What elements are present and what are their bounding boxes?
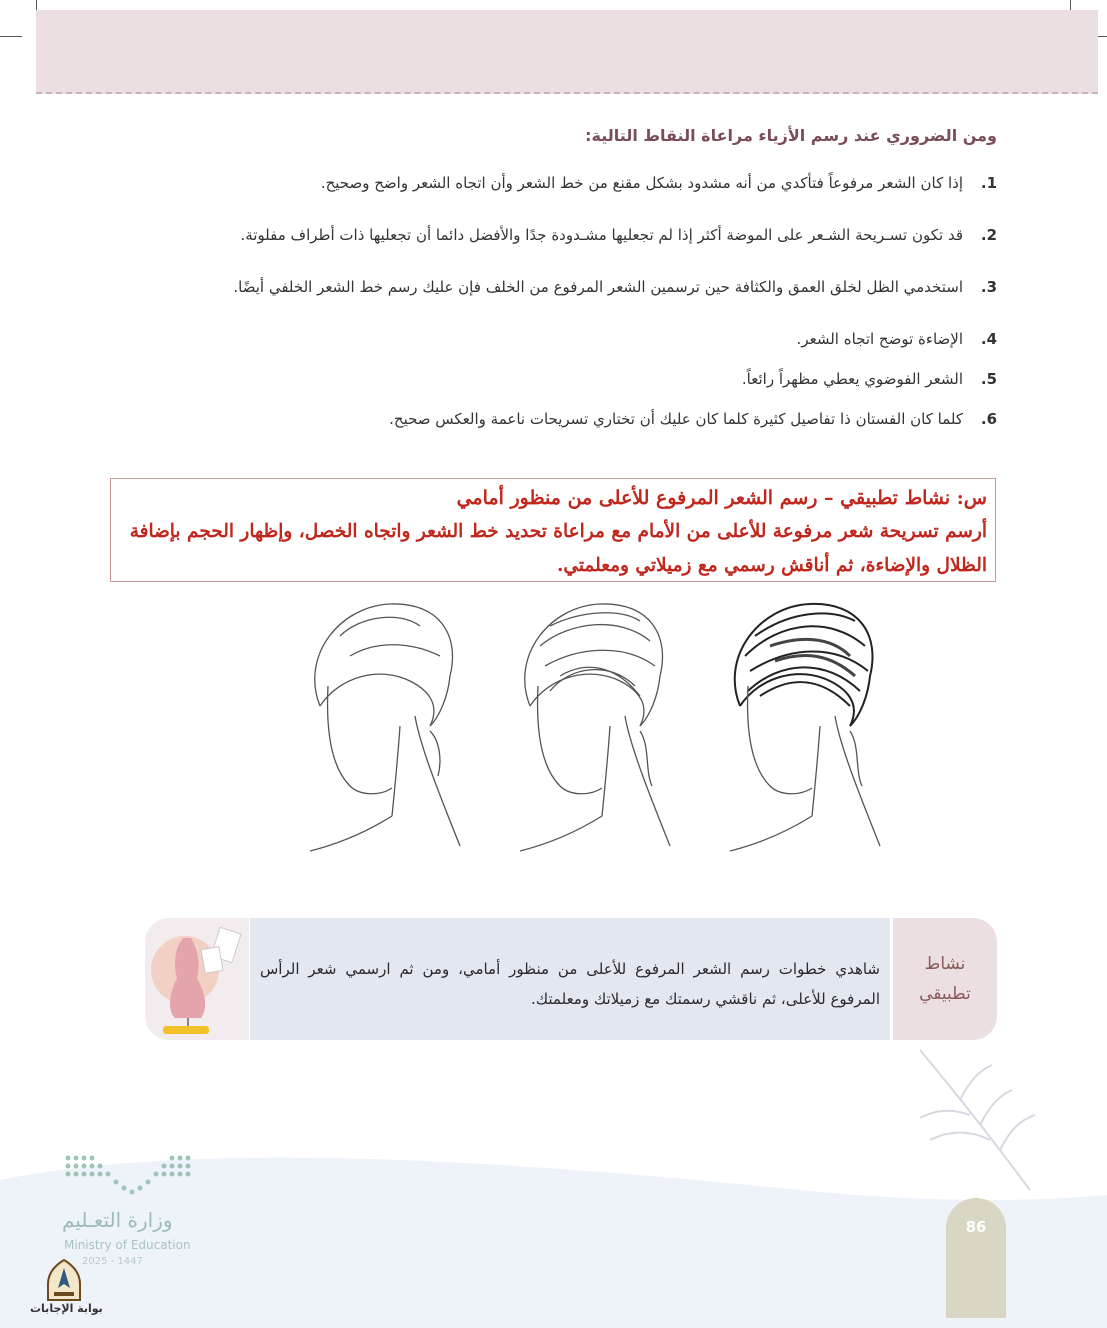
portal-logo-icon	[44, 1258, 84, 1302]
practice-label-line: نشاط	[924, 954, 966, 974]
item-text: إذا كان الشعر مرفوعاً فتأكدي من أنه مشدود بشكل مقنع من خط الشعر وأن اتجاه الشعر واضح وصحيح.	[320, 174, 963, 192]
list-item	[137, 322, 997, 356]
item-number: 1.	[980, 174, 997, 192]
list-item	[137, 402, 997, 436]
activity-question-title: س: نشاط تطبيقي – رسم الشعر المرفوع للأعلى من منظور أمامي	[456, 487, 987, 509]
practice-label	[893, 918, 997, 1040]
ministry-name-en: Ministry of Education	[64, 1238, 191, 1252]
ministry-name-ar: وزارة التعـليم	[62, 1208, 173, 1232]
item-number: 6.	[980, 410, 997, 428]
list-item	[137, 270, 997, 304]
item-number: 5.	[980, 370, 997, 388]
mannequin-icon	[145, 918, 249, 1040]
header-divider	[36, 92, 1098, 94]
item-text: الإضاءة توضح اتجاه الشعر.	[796, 330, 963, 348]
points-list	[137, 166, 997, 454]
activity-question-line: أرسم تسريحة شعر مرفوعة للأعلى من الأمام مع مراعاة تحديد خط الشعر واتجاه الخصل، وإظهار الحجم بإضافة	[129, 521, 987, 542]
practice-activity-panel	[145, 918, 997, 1040]
sketch-step-2	[520, 604, 670, 851]
item-text: قد تكون تسـريحة الشـعر على الموضة أكثر إذا لم تجعليها مشـدودة جدًا والأفضل دائما أن تجعليها ذات أطراف مفلوتة.	[240, 226, 963, 244]
item-number: 4.	[980, 330, 997, 348]
ministry-logo-icon	[62, 1152, 202, 1200]
page-number: 86	[946, 1198, 1006, 1318]
edition-year: 2025 - 1447	[82, 1256, 143, 1267]
portal-name: بوابة الإجابات	[30, 1302, 103, 1315]
intro-heading: ومن الضروري عند رسم الأزياء مراعاة النقاط التالية:	[585, 126, 997, 145]
item-text: كلما كان الفستان ذا تفاصيل كثيرة كلما كان عليك أن تختاري تسريحات ناعمة والعكس صحيح.	[389, 410, 963, 428]
item-number: 3.	[980, 278, 997, 296]
item-text: استخدمي الظل لخلق العمق والكثافة حين ترسمين الشعر المرفوع من الخلف فإن عليك رسم خط الشعر الخلفي أيضًا.	[233, 278, 963, 296]
practice-label-line: تطبيقي	[919, 984, 971, 1004]
hair-sketches-illustration	[280, 596, 900, 856]
activity-question-box	[110, 478, 996, 582]
sketch-step-1	[310, 604, 460, 851]
list-item	[137, 218, 997, 252]
item-text: الشعر الفوضوي يعطي مظهراً رائعاً.	[741, 370, 963, 388]
list-item	[137, 362, 997, 396]
sketch-step-3	[730, 604, 880, 851]
item-number: 2.	[980, 226, 997, 244]
practice-text: شاهدي خطوات رسم الشعر المرفوع للأعلى من منظور أمامي، ومن ثم ارسمي شعر الرأس المرفوع للأعلى، ثم ناقشي رسمتك مع زميلاتك ومعلمتك.	[250, 918, 890, 1040]
header-band	[36, 10, 1098, 94]
activity-question-line: الظلال والإضاءة، ثم أناقش رسمي مع زميلاتي ومعلمتي.	[556, 555, 987, 576]
crop-mark	[0, 36, 22, 37]
list-item	[137, 166, 997, 200]
